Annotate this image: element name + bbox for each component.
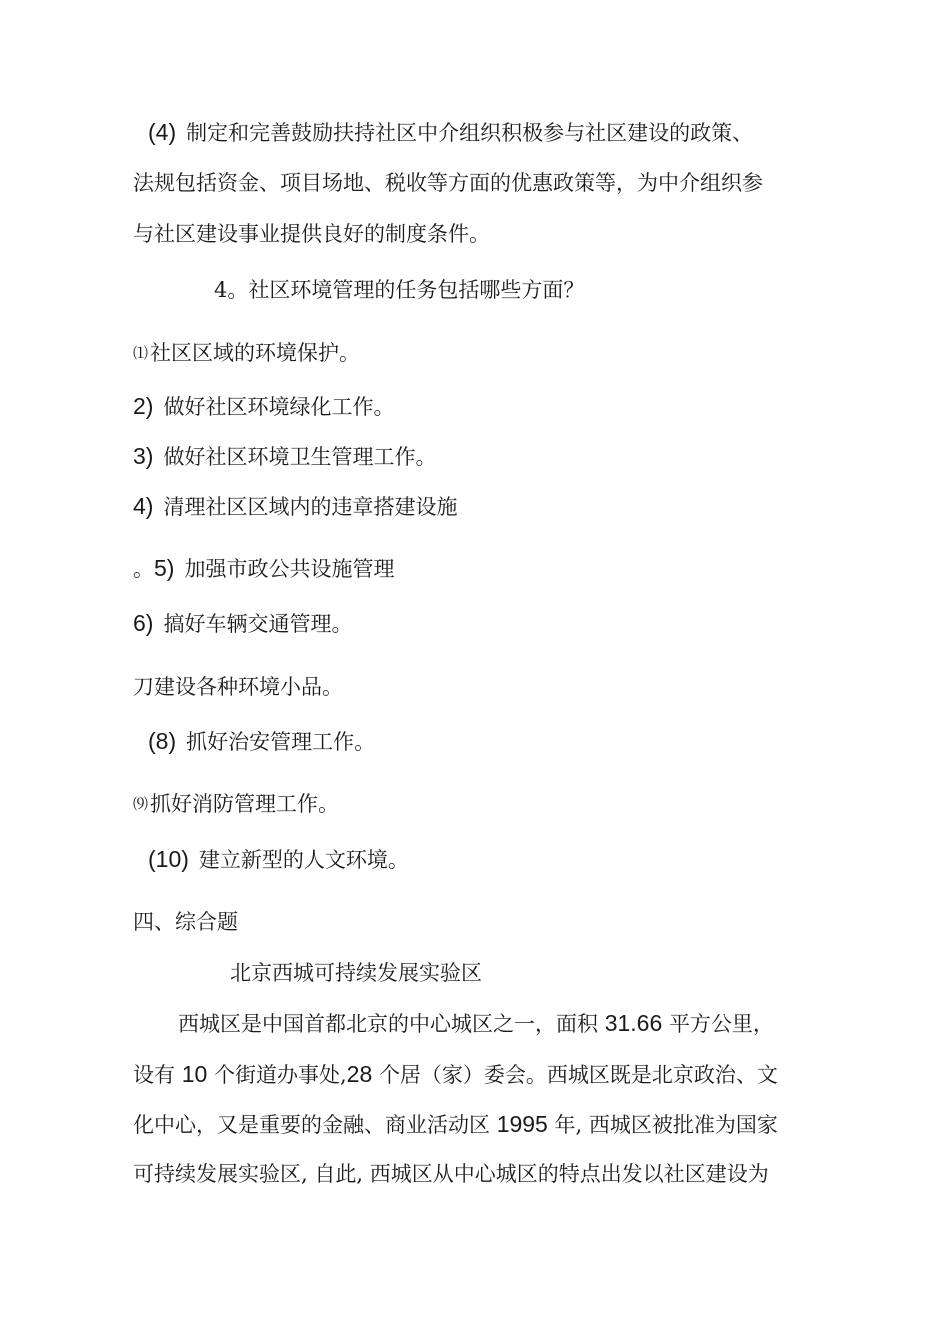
- task-5-text: 加强市政公共设施管理: [184, 557, 395, 581]
- case-body-line3: [133, 1110, 778, 1139]
- case-body-line1-text-b: 平方公里，: [668, 1012, 774, 1036]
- item4-line3: 与社区建设事业提供良好的制度条件。: [133, 222, 490, 246]
- case-body-line2-text-a: 设有: [133, 1063, 175, 1087]
- task-10-number: (10): [148, 846, 189, 872]
- item4-text-line1: 制定和完善鼓励扶持社区中介组织积极参与社区建设的政策、: [186, 121, 754, 145]
- task-3-text: 做好社区环境卫生管理工作。: [163, 445, 437, 469]
- case-body-line1: [178, 1009, 774, 1038]
- case-body-year: 1995: [496, 1111, 548, 1137]
- case-body-line4: 可持续发展实验区, 自此, 西城区从中心城区的特点出发以社区建设为: [133, 1162, 769, 1186]
- task-10: [148, 845, 409, 874]
- case-body-line3-text-a: 化中心，又是重要的金融、商业活动区: [133, 1113, 490, 1137]
- task-2-number: 2): [133, 393, 154, 419]
- task-6: [133, 609, 352, 638]
- item4-line1: [148, 118, 753, 147]
- task-6-text: 搞好车辆交通管理。: [163, 612, 353, 636]
- case-body-line2: [133, 1060, 778, 1089]
- task-10-text: 建立新型的人文环境。: [198, 848, 409, 872]
- task-2: [133, 392, 394, 421]
- task-9-text: 抓好消防管理工作。: [150, 792, 340, 816]
- task-1: [133, 339, 360, 367]
- section-4-heading: 四、综合题: [133, 910, 238, 934]
- task-1-text: 社区区域的环境保护。: [150, 341, 361, 365]
- case-body-committee-count: 28: [346, 1061, 373, 1087]
- task-4-text: 清理社区区域内的违章搭建设施: [163, 495, 458, 519]
- question-4-heading: 4。社区环境管理的任务包括哪些方面？: [214, 278, 585, 302]
- task-7: 刀建设各种环境小品。: [133, 675, 343, 699]
- task-5: [133, 554, 394, 583]
- case-body-line2-text-c: 个居（家）委会。西城区既是北京政治、文: [378, 1063, 778, 1087]
- case-body-street-office-count: 10: [181, 1061, 208, 1087]
- item4-number: (4): [148, 119, 177, 145]
- item4-line2: 法规包括资金、项目场地、税收等方面的优惠政策等，为中介组织参: [133, 171, 763, 195]
- task-9-number: ⑼: [133, 795, 149, 813]
- task-8-number: (8): [148, 728, 177, 754]
- task-8: [148, 727, 375, 756]
- task-5-number: 5): [154, 555, 175, 581]
- case-body-line2-text-b: 个街道办事处,: [213, 1063, 347, 1087]
- task-4-number: 4): [133, 493, 154, 519]
- case-body-area-value: 31.66: [604, 1010, 663, 1036]
- case-body-line1-text-a: 西城区是中国首都北京的中心城区之一，面积: [178, 1012, 598, 1036]
- task-4: [133, 492, 457, 521]
- task-3: [133, 442, 436, 471]
- task-6-number: 6): [133, 610, 154, 636]
- task-2-text: 做好社区环境绿化工作。: [163, 395, 395, 419]
- task-5-prefix: 。: [133, 557, 154, 581]
- case-title: 北京西城可持续发展实验区: [230, 961, 482, 985]
- task-9: [133, 790, 339, 818]
- case-body-line3-text-b: 年, 西城区被批准为国家: [554, 1113, 778, 1137]
- task-8-text: 抓好治安管理工作。: [186, 730, 376, 754]
- task-1-number: ⑴: [133, 344, 149, 362]
- task-3-number: 3): [133, 443, 154, 469]
